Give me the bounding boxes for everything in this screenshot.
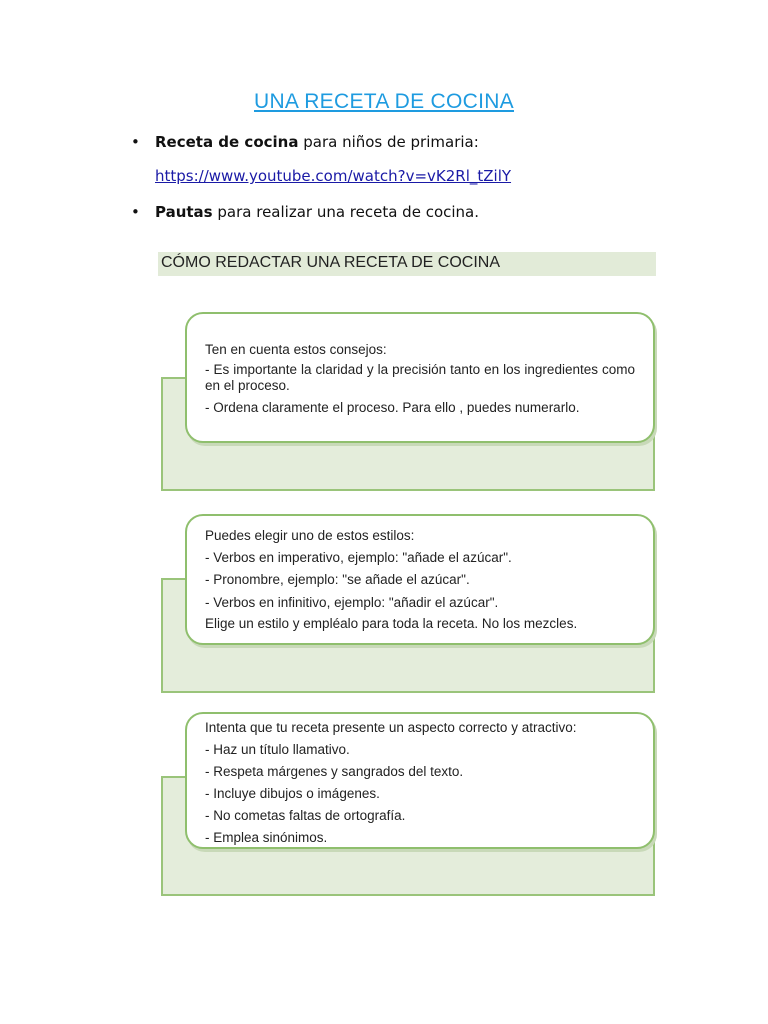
banner-title: CÓMO REDACTAR UNA RECETA DE COCINA — [161, 254, 500, 271]
card-line: - No cometas faltas de ortografía. — [205, 808, 406, 823]
bullet-bold: Receta de cocina — [155, 133, 299, 151]
card-line: - Verbos en infinitivo, ejemplo: "añadir el azúcar". — [205, 595, 499, 610]
appearance-card — [185, 712, 655, 849]
youtube-link[interactable]: https://www.youtube.com/watch?v=vK2Rl_tZilY — [155, 167, 512, 185]
bullet-dot: • — [131, 203, 140, 221]
card-line: - Ordena claramente el proceso. Para ello , puedes numerarlo. — [205, 400, 580, 415]
page-title: UNA RECETA DE COCINA — [254, 90, 514, 113]
section-banner — [158, 252, 656, 276]
card-line: - Pronombre, ejemplo: "se añade el azúcar". — [205, 572, 470, 587]
bullet-bold: Pautas — [155, 203, 213, 221]
card-heading: Puedes elegir uno de estos estilos: — [205, 528, 415, 543]
styles-card — [185, 514, 655, 645]
bullet-text: para realizar una receta de cocina. — [212, 203, 480, 221]
bullet-dot: • — [131, 133, 140, 151]
card-line: - Verbos en imperativo, ejemplo: "añade el azúcar". — [205, 550, 512, 565]
card-line: Elige un estilo y empléalo para toda la receta. No los mezcles. — [205, 616, 578, 631]
card-line: - Respeta márgenes y sangrados del texto. — [205, 764, 464, 779]
card-line: - Emplea sinónimos. — [205, 830, 328, 845]
card-line: - Incluye dibujos o imágenes. — [205, 786, 380, 801]
card-line: - Es importante la claridad y la precisión tanto en los ingredientes como en el proceso. — [205, 362, 635, 393]
card-heading: Intenta que tu receta presente un aspecto correcto y atractivo: — [205, 720, 577, 735]
bullet-text: para niños de primaria: — [298, 133, 479, 151]
tips-card — [185, 312, 655, 443]
card-heading: Ten en cuenta estos consejos: — [205, 342, 387, 357]
card-line: - Haz un título llamativo. — [205, 742, 350, 757]
